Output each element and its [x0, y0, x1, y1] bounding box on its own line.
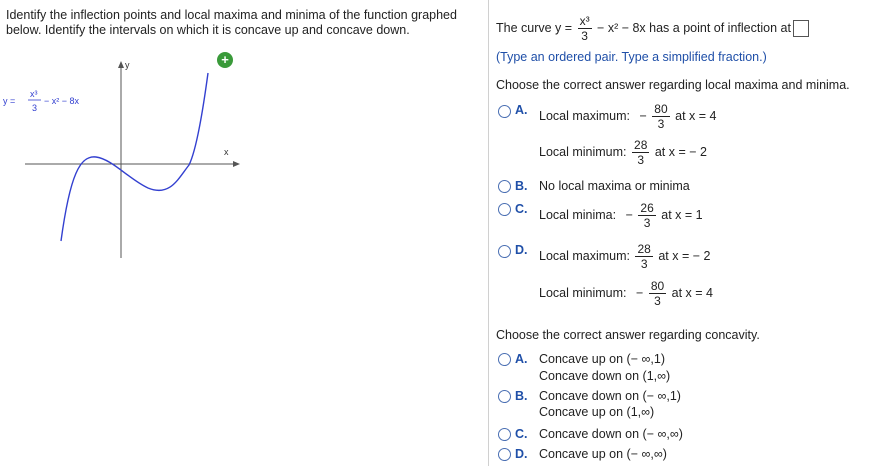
q2-d-min-at: at x = 4: [671, 285, 714, 300]
x-axis-label: x: [224, 147, 229, 157]
q1-frac-den: 3: [581, 29, 588, 43]
q2-option-a-letter: A.: [515, 103, 528, 117]
q2-c-at: at x = 1: [661, 207, 703, 222]
q2-c-den: 3: [643, 216, 651, 230]
q2-option-c-letter: C.: [515, 202, 528, 216]
q2-option-c-line: [539, 202, 703, 229]
instructions-line-1: Identify the inflection points and local maxima and minima of the function graphed: [6, 8, 457, 22]
equation-numerator: x³: [30, 89, 38, 99]
q2-option-d-min: [539, 280, 713, 307]
q2-c-sign: −: [625, 207, 633, 222]
zoom-in-icon[interactable]: +: [217, 52, 233, 68]
q3-option-c-radio[interactable]: [498, 428, 511, 441]
q2-option-d-max: [539, 243, 710, 270]
q2-c-label: Local minima:: [539, 207, 617, 222]
q1-fraction: [578, 15, 592, 42]
equation-prefix: y =: [3, 96, 16, 106]
y-axis-arrow: [118, 61, 124, 68]
q2-d-max-at: at x = − 2: [658, 248, 711, 263]
q2-d-min-num: 80: [650, 279, 665, 293]
q1-prefix: The curve y =: [496, 20, 573, 35]
q2-a-max-sign: −: [639, 108, 647, 123]
q3-option-c-line1: Concave down on (− ∞,∞): [539, 427, 683, 441]
q3-option-b-letter: B.: [515, 389, 528, 403]
q2-d-min-label: Local minimum:: [539, 285, 627, 300]
q2-c-num: 26: [640, 201, 654, 215]
inflection-answer-box[interactable]: [793, 20, 809, 37]
q2-d-max-label: Local maximum:: [539, 248, 630, 263]
q2-d-max-frac: [635, 243, 652, 270]
q2-a-max-den: 3: [657, 117, 665, 131]
q3-option-c-letter: C.: [515, 427, 528, 441]
q3-option-a-radio[interactable]: [498, 353, 511, 366]
q2-option-a-max: [539, 103, 716, 130]
q2-a-min-at: at x = − 2: [654, 144, 707, 159]
q2-option-c-radio[interactable]: [498, 203, 511, 216]
q3-option-d-radio[interactable]: [498, 448, 511, 461]
q2-prompt: Choose the correct answer regarding local maxima and minima.: [496, 78, 850, 92]
q2-option-b-letter: B.: [515, 179, 528, 193]
function-curve: [61, 73, 208, 241]
q3-option-a-line1: Concave up on (− ∞,1): [539, 352, 665, 366]
q1-frac-num: x³: [579, 14, 590, 28]
q2-d-min-den: 3: [654, 294, 661, 308]
q2-a-min-label: Local minimum:: [539, 144, 627, 159]
q1-hint: (Type an ordered pair. Type a simplified fraction.): [496, 50, 767, 64]
q3-option-d-letter: D.: [515, 447, 528, 461]
q2-a-max-num: 80: [654, 102, 668, 116]
q2-option-a-radio[interactable]: [498, 105, 511, 118]
q3-prompt: Choose the correct answer regarding concavity.: [496, 328, 760, 342]
q2-option-b-text: No local maxima or minima: [539, 179, 690, 193]
x-axis-arrow: [233, 161, 240, 167]
equation-denominator: 3: [32, 103, 38, 113]
q3-option-b-radio[interactable]: [498, 390, 511, 403]
q3-option-a-line2: Concave down on (1,∞): [539, 369, 671, 383]
function-graph: [0, 55, 250, 270]
panel-divider: [488, 0, 489, 466]
q1-statement: [496, 15, 809, 42]
q2-d-min-sign: −: [636, 285, 644, 300]
q2-option-d-letter: D.: [515, 243, 528, 257]
q2-a-max-at: at x = 4: [675, 108, 717, 123]
instructions-line-2: below. Identify the intervals on which it is concave up and concave down.: [6, 23, 410, 37]
q2-option-d-radio[interactable]: [498, 245, 511, 258]
q2-d-max-num: 28: [637, 242, 651, 256]
q2-option-b-radio[interactable]: [498, 180, 511, 193]
q2-a-min-num: 28: [634, 138, 648, 152]
y-axis-label: y: [125, 60, 130, 70]
q2-a-min-den: 3: [637, 153, 645, 167]
q3-option-a-letter: A.: [515, 352, 528, 366]
equation-suffix: − x² − 8x: [44, 96, 80, 106]
q2-a-max-frac: [652, 103, 669, 130]
q1-suffix: − x² − 8x has a point of inflection at: [597, 20, 791, 35]
q2-d-max-den: 3: [640, 257, 648, 271]
q2-d-min-frac: [649, 280, 666, 307]
q2-c-frac: [638, 202, 655, 229]
q3-option-d-line1: Concave up on (− ∞,∞): [539, 447, 667, 461]
q2-a-max-label: Local maximum:: [539, 108, 630, 123]
q3-option-b-line1: Concave down on (− ∞,1): [539, 389, 681, 403]
q2-option-a-min: [539, 139, 707, 166]
q2-a-min-frac: [632, 139, 649, 166]
q3-option-b-line2: Concave up on (1,∞): [539, 405, 655, 419]
